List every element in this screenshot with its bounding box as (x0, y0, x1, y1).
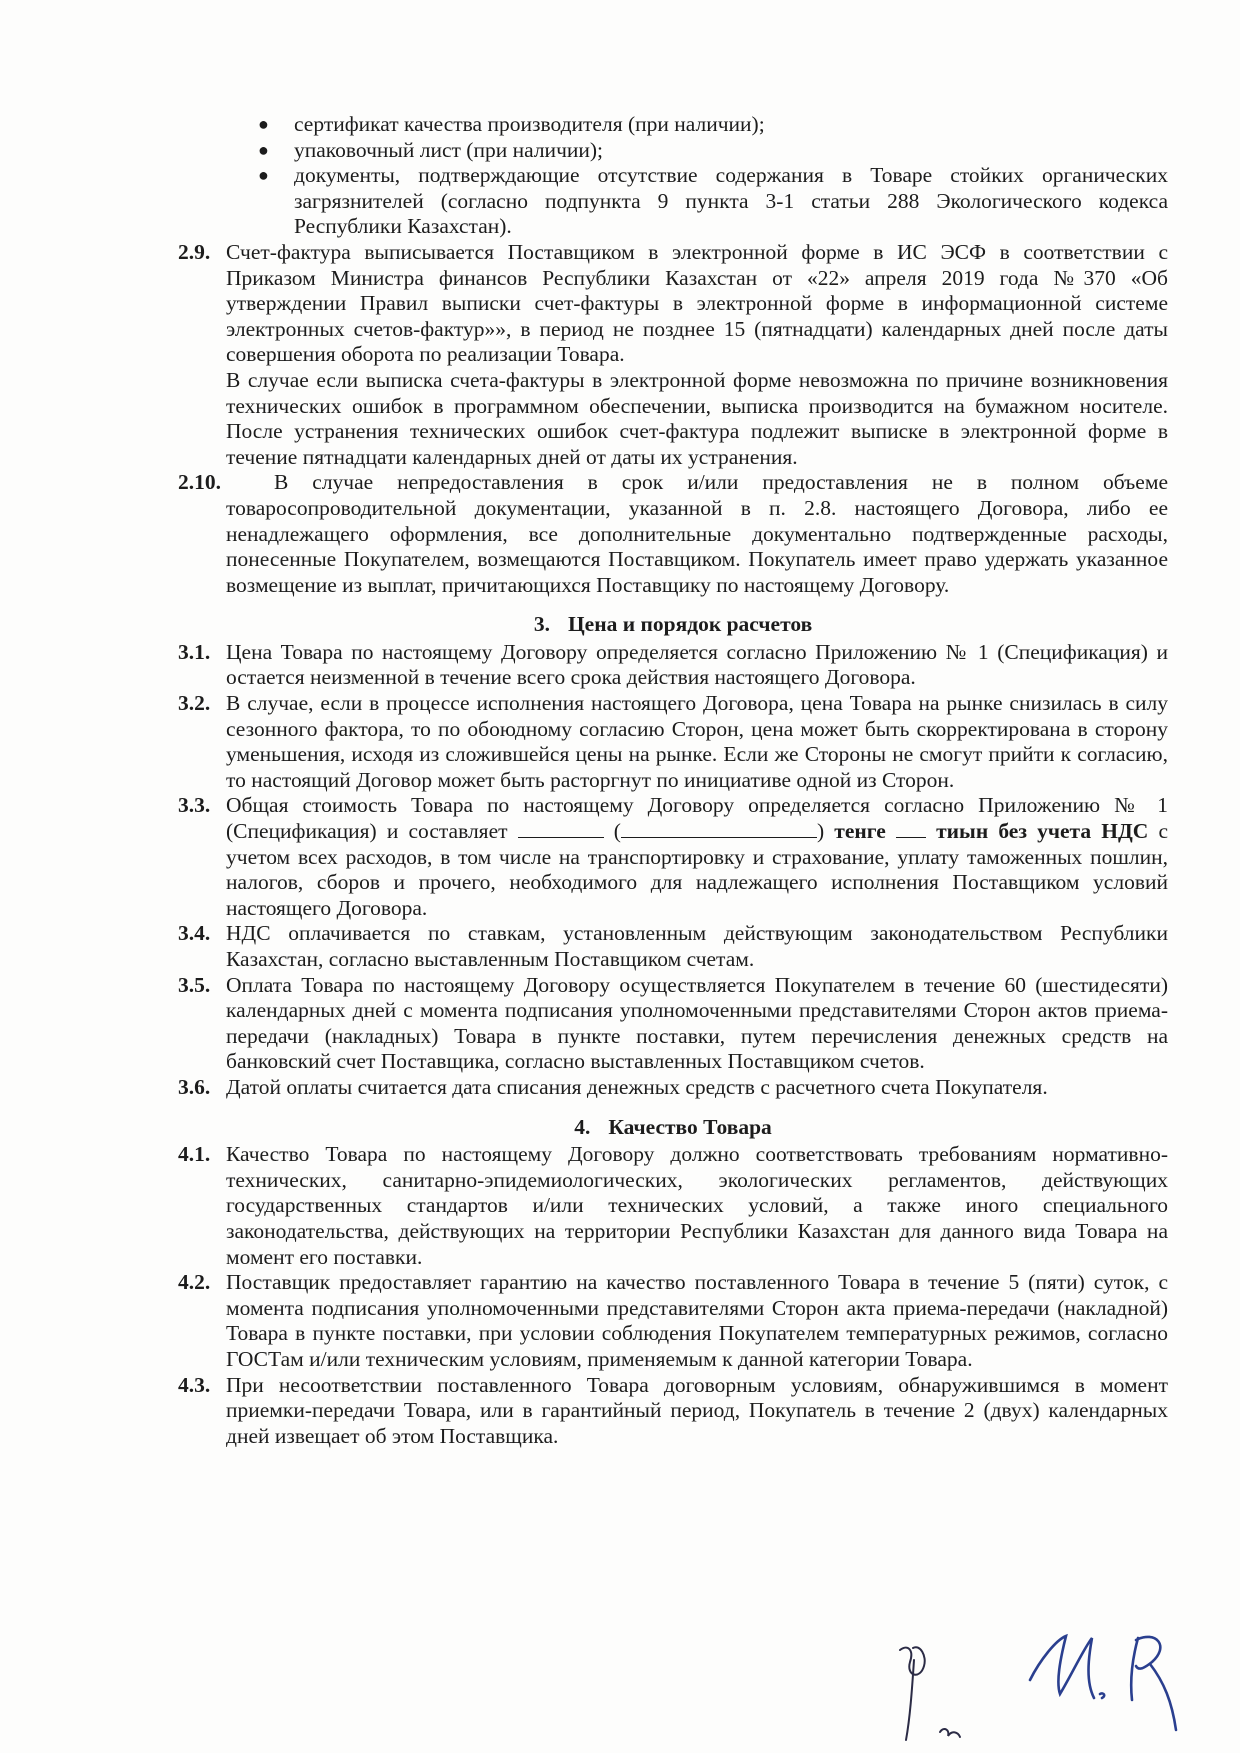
clause-number: 4.3. (178, 1372, 211, 1397)
section-title: Цена и порядок расчетов (567, 612, 813, 637)
clause-number: 2.10. (178, 470, 221, 495)
clause-text: В случае непредоставления в срок и/или предоставления не в полном объеме товаросопроводительной документации, указанной в п. 2.8. настоящего Договора, либо ее ненадлежащего оформления, все дополнительные документально подтвержденные расходы, понесенные Покупателем, возмещаются Поставщиком. Покупатель имеет право удержать указанное возмещение из выплат, причитающихся Поставщику по настоящему Договору. (226, 470, 1168, 597)
clause-number: 3.1. (178, 639, 211, 664)
clause-3-5 (178, 973, 1168, 1075)
clause-paragraph (178, 470, 1168, 598)
clause-text: Поставщик предоставляет гарантию на качество поставленного Товара в течение 5 (пяти) суток, с момента подписания уполномоченными представителями Сторон акта приема-передачи (накладной) Товара в пункте поставки, при условии соблюдения Покупателем температурных режимов, согласно ГОСТам и/или техническим условиям, применяемым к данной категории Товара. (226, 1270, 1168, 1371)
section-number: 3. (533, 612, 550, 637)
clause-4-3 (178, 1373, 1168, 1450)
vat-label: тиын без учета НДС (936, 819, 1149, 844)
clause-3-6 (178, 1075, 1168, 1101)
amount-words-blank (621, 819, 817, 838)
clause-number: 4.2. (178, 1270, 211, 1295)
clause-number: 3.2. (178, 691, 211, 716)
clause-text: При несоответствии поставленного Товара договорным условиям, обнаружившимся в момент приемки-передачи Товара, или в гарантийный период, Покупатель в течение 2 (двух) календарных дней извещает об этом Поставщика. (226, 1372, 1168, 1448)
clause-2-10 (178, 470, 1168, 598)
clause-text: Качество Товара по настоящему Договору должно соответствовать требованиям нормативно-технических, санитарно-эпидемиологических, экологических регламентов, действующих государственных стандартов и/или технических условий, а также иного специального законодательства, действующих на территории Республики Казахстан для данного вида Товара на момент его поставки. (226, 1142, 1168, 1269)
clause-2-9 (178, 240, 1168, 470)
clause-paragraph (226, 793, 1168, 921)
clause-number: 3.6. (178, 1074, 211, 1099)
bullet-icon: ● (258, 165, 269, 186)
clause-4-1 (178, 1142, 1168, 1270)
list-item-text: сертификат качества производителя (при наличии); (294, 112, 765, 136)
clause-3-3 (178, 793, 1168, 921)
tiyn-blank (896, 819, 926, 838)
clause-text: с учетом всех расходов, в том числе на транспортировку и страхование, уплату таможенных пошлин, налогов, сборов и прочего, необходимого для надлежащего исполнения Поставщиком условий настоящего Договора. (226, 819, 1168, 920)
list-item (258, 112, 1168, 138)
document-body (178, 112, 1168, 1449)
paren-close: ) (816, 819, 825, 844)
initials-signature-2 (1030, 1636, 1176, 1730)
document-list (258, 112, 1168, 240)
clause-text: Общая стоимость Товара по настоящему Договору определяется согласно Приложению № 1 (Спецификация) и составляет (226, 793, 1168, 844)
signatures (880, 1590, 1210, 1750)
clause-3-1 (178, 640, 1168, 691)
clause-3-2 (178, 691, 1168, 793)
section-number: 4. (574, 1114, 591, 1139)
list-item (258, 163, 1168, 240)
clause-text: Цена Товара по настоящему Договору определяется согласно Приложению № 1 (Спецификация) и остается неизменной в течение всего срока действия настоящего Договора. (226, 639, 1168, 690)
bullet-icon: ● (258, 114, 269, 134)
clause-text: Оплата Товара по настоящему Договору осуществляется Покупателем в течение 60 (шестидесяти) календарных дней с момента подписания уполномоченными представителями Сторон актов приема-передачи (накладных) Товара в пункте поставки, путем перечисления денежных средств на банковский счет Поставщика, согласно выставленных Поставщиком счетов. (226, 972, 1168, 1074)
initials-signature-1 (900, 1647, 960, 1740)
clause-text: Счет-фактура выписывается Поставщиком в электронной форме в ИС ЭСФ в соответствии с Приказом Министра финансов Республики Казахстан от «22» апреля 2019 года №370 «Об утверждении Правил выписки счет-фактуры в электронной форме в информационной системе электронных счетов-фактур»», в период не позднее 15 (пятнадцати) календарных дней после даты совершения оборота по реализации Товара. (226, 239, 1168, 367)
amount-blank (518, 819, 604, 838)
clause-number: 3.3. (178, 793, 211, 818)
list-item-text: упаковочный лист (при наличии); (294, 137, 604, 162)
list-item-text: документы, подтверждающие отсутствие содержания в Товаре стойких органических загрязнителей (согласно подпункта 9 пункта 3-1 статьи 288 Экологического кодекса Республики Казахстан). (294, 163, 1168, 239)
bullet-icon: ● (258, 139, 269, 160)
clause-text: НДС оплачивается по ставкам, установленным действующим законодательством Республики Казахстан, согласно выставленным Поставщиком счетам. (226, 921, 1168, 971)
paren-open: ( (613, 819, 621, 844)
section-title: Качество Товара (608, 1114, 772, 1139)
clause-text: В случае, если в процессе исполнения настоящего Договора, цена Товара на рынке снизилась в силу сезонного фактора, то по обоюдному согласию Сторон, цена может быть скорректирована в сторону уменьшения, исходя из сложившейся цены на рынке. Если же Стороны не смогут прийти к согласию, то настоящий Договор может быть расторгнут по инициативе одной из Сторон. (226, 691, 1168, 792)
clause-text: В случае если выписка счета-фактуры в электронной форме невозможна по причине возникновения технических ошибок в программном обеспечении, выписка производится на бумажном носителе. После устранения технических ошибок счет-фактура подлежит выписке в электронной форме в течение пятнадцати календарных дней от даты их устранения. (226, 367, 1168, 469)
clause-3-4 (178, 921, 1168, 972)
clause-number: 4.1. (178, 1142, 211, 1167)
section-4-heading (178, 1115, 1168, 1141)
section-3-heading (178, 612, 1168, 638)
currency-label: тенге (834, 819, 886, 844)
clause-number: 3.5. (178, 972, 211, 997)
list-item (258, 138, 1168, 164)
clause-text: Датой оплаты считается дата списания денежных средств с расчетного счета Покупателя. (226, 1074, 1048, 1099)
clause-number: 3.4. (178, 921, 211, 946)
clause-number: 2.9. (178, 239, 211, 264)
clause-4-2 (178, 1270, 1168, 1372)
